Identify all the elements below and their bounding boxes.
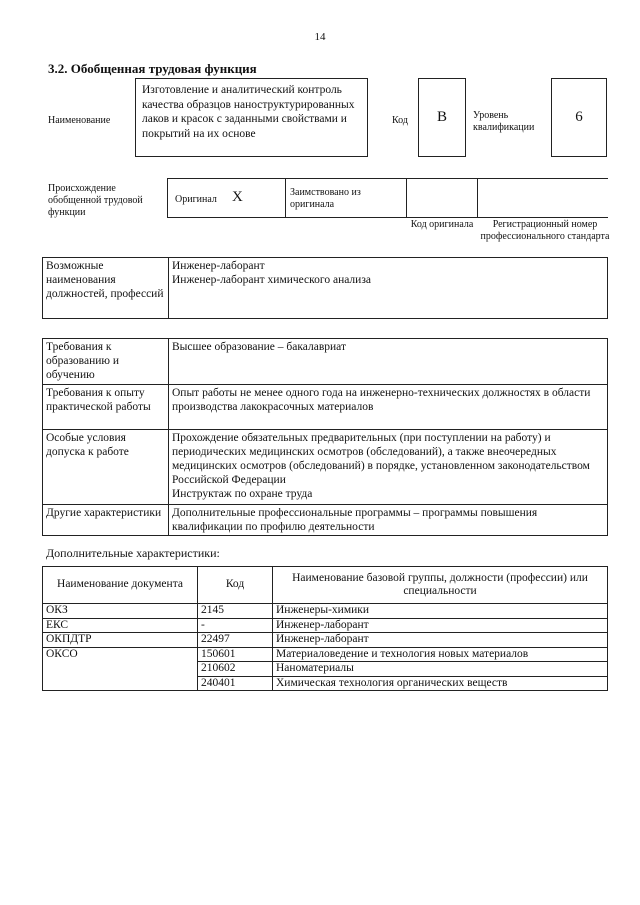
function-name-value: Изготовление и аналитический контроль качества образцов наноструктурированных лаков и красок с заданными свойствами и покрытий на их основе (142, 84, 355, 140)
table-row (43, 385, 608, 430)
experience-value: Опыт работы не менее одного года на инженерно-технических должностях в области производства лакокрасочных материалов (169, 385, 608, 430)
level-value: 6 (575, 109, 583, 125)
original-label: Оригинал (175, 194, 217, 205)
borrowed-label: Заимствовано из оригинала (290, 187, 361, 210)
table-row (43, 647, 608, 662)
condition-item: Инструктаж по охране труда (172, 488, 313, 500)
group-cell: Химическая технология органических веществ (273, 676, 608, 691)
education-value: Высшее образование – бакалавриат (169, 339, 608, 385)
code-cell: 150601 (198, 647, 273, 662)
code-cell: - (198, 618, 273, 633)
divider (285, 178, 286, 218)
group-cell: Инженер-лаборант (273, 633, 608, 648)
doc-cell: ЕКС (43, 618, 198, 633)
column-header: Наименование базовой группы, должности (профессии) или специальности (273, 567, 608, 604)
origin-label: Происхождение обобщенной трудовой функции (48, 183, 143, 218)
table-row (43, 258, 608, 319)
table-row (43, 505, 608, 536)
code-cell: 210602 (198, 662, 273, 677)
column-header: Наименование документа (43, 567, 198, 604)
education-label: Требования к образованию и обучению (43, 339, 169, 385)
code-cell: 22497 (198, 633, 273, 648)
reg-number-caption: Регистрационный номер профессионального стандарта (480, 219, 610, 242)
condition-item: Прохождение обязательных предварительных (при поступлении на работу) и периодических медицинских осмотров (обследований), а также внеочередных медицинских осмотров (обследований) в порядке, установленном законодательством Российской Федерации (172, 432, 590, 486)
table-row (43, 618, 608, 633)
positions-table (42, 257, 608, 319)
extra-table (42, 566, 608, 691)
extra-title: Дополнительные характеристики: (46, 546, 220, 560)
name-label: Наименование (48, 115, 111, 126)
doc-cell: ОКПДТР (43, 633, 198, 648)
special-conditions-value (169, 430, 608, 505)
table-row (43, 339, 608, 385)
code-value: B (436, 109, 447, 125)
function-name-box (135, 78, 368, 157)
group-cell: Материаловедение и технология новых материалов (273, 647, 608, 662)
table-row (43, 604, 608, 619)
doc-cell: ОКСО (43, 647, 198, 691)
experience-label: Требования к опыту практической работы (43, 385, 169, 430)
level-value-box (551, 78, 607, 157)
column-header: Код (198, 567, 273, 604)
position-item: Инженер-лаборант химического анализа (172, 274, 371, 286)
section-title: 3.2. Обобщенная трудовая функция (48, 61, 257, 76)
positions-value (169, 258, 608, 319)
level-label: Уровень квалификации (473, 110, 535, 133)
code-label: Код (392, 115, 408, 126)
position-item: Инженер-лаборант (172, 260, 265, 272)
positions-label: Возможные наименования должностей, профессий (43, 258, 169, 319)
page-number: 14 (314, 31, 326, 43)
table-header-row (43, 567, 608, 604)
other-value: Дополнительные профессиональные программы – программы повышения квалификации по профилю деятельности (169, 505, 608, 536)
code-cell: 240401 (198, 676, 273, 691)
table-row (43, 633, 608, 648)
original-code-caption: Код оригинала (410, 219, 474, 230)
doc-cell: ОКЗ (43, 604, 198, 619)
special-conditions-label: Особые условия допуска к работе (43, 430, 169, 505)
group-cell: Инженеры-химики (273, 604, 608, 619)
code-value-box (418, 78, 466, 157)
group-cell: Инженер-лаборант (273, 618, 608, 633)
divider (406, 178, 407, 218)
group-cell: Наноматериалы (273, 662, 608, 677)
divider (477, 178, 478, 218)
code-cell: 2145 (198, 604, 273, 619)
requirements-table (42, 338, 608, 536)
original-mark: X (232, 189, 243, 205)
other-label: Другие характеристики (43, 505, 169, 536)
table-row (43, 430, 608, 505)
